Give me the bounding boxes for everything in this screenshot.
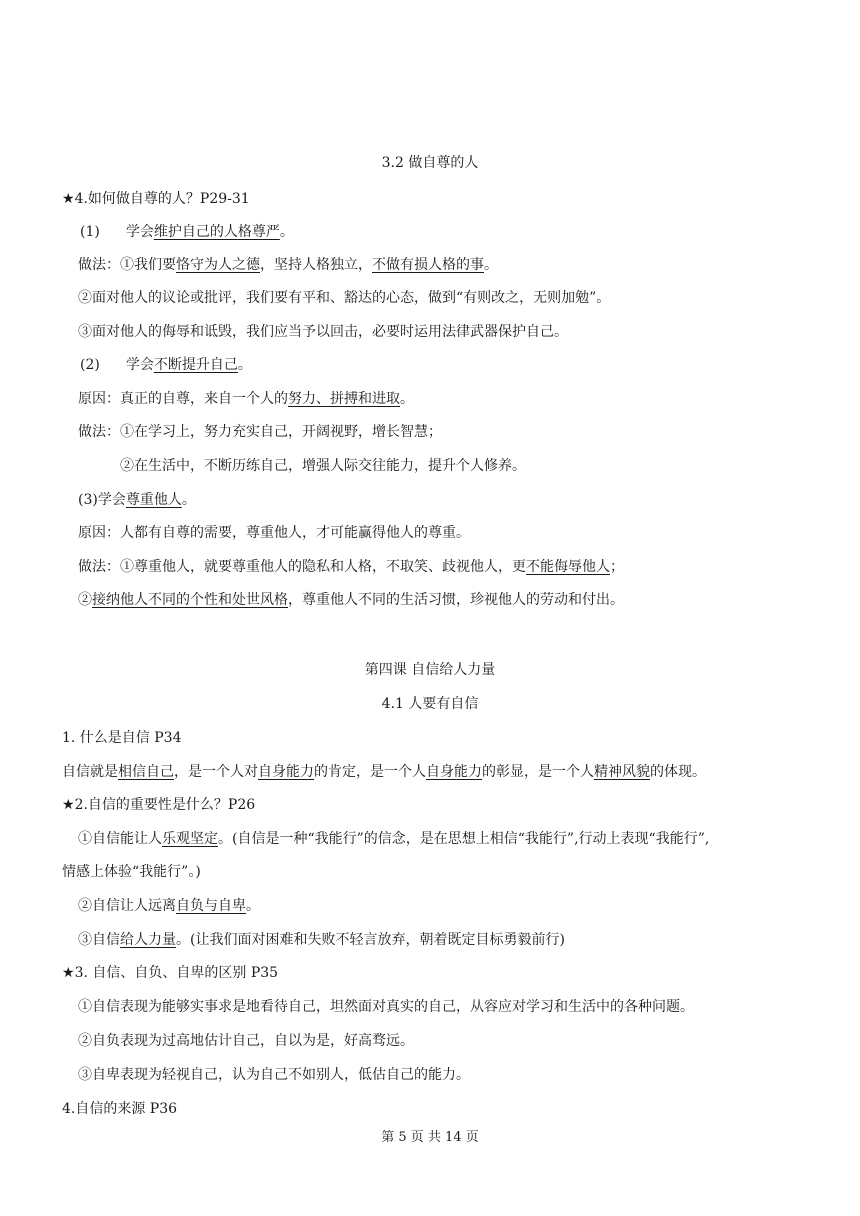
answer-text: 的肯定，是一个人 <box>314 764 426 780</box>
method-line <box>78 255 498 275</box>
key-term: 不做有损人格的事 <box>372 257 484 273</box>
answer-text: ②自信让人远离 <box>78 898 176 914</box>
point-2 <box>80 355 252 375</box>
method-line: ③面对他人的侮辱和诋毁，我们应当予以回击，必要时运用法律武器保护自己。 <box>78 324 568 340</box>
section-title: 3.2 做自尊的人 <box>381 155 479 171</box>
answer-text: 自信就是 <box>62 764 118 780</box>
method-line <box>78 590 624 610</box>
method-text: ； <box>610 559 624 575</box>
answer-line: 情感上体验“我能行”。) <box>62 864 201 880</box>
method-line: 做法：①在学习上，努力充实自己，开阔视野，增长智慧； <box>78 424 442 440</box>
key-term: 精神风貌 <box>594 764 650 780</box>
key-term: 乐观坚定 <box>162 831 218 847</box>
point-text: 。 <box>279 224 294 240</box>
question-3 <box>62 963 278 983</box>
method-line: ②面对他人的议论或批评，我们要有平和、豁达的心态，做到“有则改之，无则加勉”。 <box>78 290 611 306</box>
point-text: 学会 <box>125 224 154 240</box>
key-term: 不断提升自己 <box>153 357 238 373</box>
point-text: (3)学会 <box>78 492 126 508</box>
question-2 <box>62 795 255 815</box>
method-text: ，尊重他人不同的生活习惯，珍视他人的劳动和付出。 <box>288 592 624 608</box>
key-term: 不能侮辱他人 <box>526 559 610 575</box>
answer-line: ①自信表现为能够实事求是地看待自己，坦然面对真实的自己，从容应对学习和生活中的各种问题。 <box>78 999 694 1015</box>
question-4 <box>62 189 250 209</box>
answer-text: 。 <box>246 898 260 914</box>
answer-text: 的体现。 <box>650 764 706 780</box>
answer-line: ②自负表现为过高地估计自己，自以为是，好高骛远。 <box>78 1033 414 1049</box>
answer-line <box>62 762 706 782</box>
key-term: 努力、拼搏和进取 <box>288 391 400 407</box>
star-icon: ★ <box>62 965 75 981</box>
question-text: 2.自信的重要性是什么？P26 <box>74 797 256 813</box>
key-term: 尊重他人 <box>125 492 182 508</box>
method-text: 。 <box>484 257 498 273</box>
method-text: ② <box>78 592 92 608</box>
method-text: 做法：①尊重他人，就要尊重他人的隐私和人格，不取笑、歧视他人，更 <box>78 559 526 575</box>
question-text: 3. 自信、自负、自卑的区别 P35 <box>74 965 279 981</box>
star-icon: ★ <box>62 191 75 207</box>
point-text: 学会 <box>125 357 154 373</box>
page-footer: 第 5 页 共 14 页 <box>381 1130 479 1145</box>
method-text: 做法：①我们要 <box>78 257 176 273</box>
answer-line <box>78 930 565 950</box>
answer-text: ①自信能让人 <box>78 831 162 847</box>
answer-text: 。(自信是一种“我能行”的信念，是在思想上相信“我能行”,行动上表现“我能行”, <box>218 831 710 847</box>
question-1: 1. 什么是自信 P34 <box>62 730 182 746</box>
answer-text: 。(让我们面对困难和失败不轻言放弃，朝着既定目标勇毅前行) <box>176 932 565 948</box>
reason-line <box>78 389 414 409</box>
answer-line: ③自卑表现为轻视自己，认为自己不如别人，低估自己的能力。 <box>78 1067 470 1083</box>
key-term: 维护自己的人格尊严 <box>153 224 280 240</box>
reason-line: 原因：人都有自尊的需要，尊重他人，才可能赢得他人的尊重。 <box>78 525 470 541</box>
point-number: (1) <box>80 224 100 240</box>
point-number: (2) <box>80 357 100 373</box>
key-term: 给人力量 <box>120 932 176 948</box>
question-4-sources: 4.自信的来源 P36 <box>62 1101 178 1117</box>
answer-text: 的彰显，是一个人 <box>482 764 594 780</box>
reason-text: 原因：真正的自尊，来自一个人的 <box>78 391 288 407</box>
key-term: 恪守为人之德 <box>176 257 260 273</box>
answer-text: ，是一个人对 <box>174 764 258 780</box>
question-text: 4.如何做自尊的人？P29-31 <box>74 191 250 207</box>
point-text: 。 <box>181 492 196 508</box>
lesson-title: 第四课 自信给人力量 <box>364 662 496 678</box>
method-text: ，坚持人格独立， <box>260 257 372 273</box>
key-term: 自负与自卑 <box>176 898 246 914</box>
point-text: 。 <box>237 357 252 373</box>
star-icon: ★ <box>62 797 75 813</box>
reason-text: 。 <box>400 391 414 407</box>
point-1 <box>80 222 294 242</box>
answer-text: ③自信 <box>78 932 120 948</box>
key-term: 自身能力 <box>426 764 482 780</box>
key-term: 接纳他人不同的个性和处世风格 <box>92 592 288 608</box>
section-title: 4.1 人要有自信 <box>381 696 479 712</box>
answer-line <box>78 896 260 916</box>
key-term: 相信自己 <box>118 764 174 780</box>
point-3 <box>78 490 196 510</box>
key-term: 自身能力 <box>258 764 314 780</box>
answer-line <box>78 829 709 849</box>
method-line: ②在生活中，不断历练自己，增强人际交往能力，提升个人修养。 <box>120 458 526 474</box>
method-line <box>78 557 624 577</box>
